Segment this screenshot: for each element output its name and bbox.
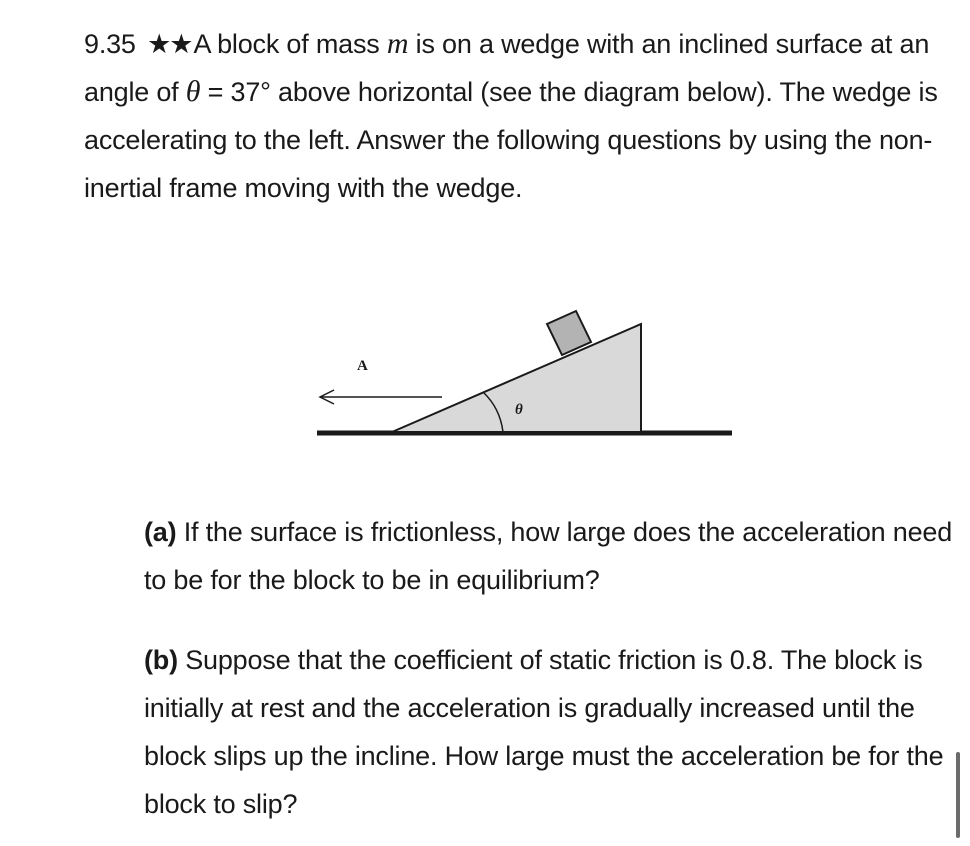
part-a-label: (a) xyxy=(144,517,177,547)
problem-text-middle1: is on a wedge with an inclined surface at an angle of xyxy=(84,29,930,107)
question-part-b xyxy=(144,636,954,828)
vertical-scrollbar[interactable] xyxy=(956,752,960,838)
problem-number: 9.35 xyxy=(84,29,136,59)
problem-statement xyxy=(84,20,944,212)
part-b-label: (b) xyxy=(144,645,178,675)
part-a-text: If the surface is frictionless, how large does the acceleration need to be for the block to be in equilibrium? xyxy=(144,517,953,595)
wedge-diagram xyxy=(300,300,750,450)
difficulty-stars-icon: ★★ xyxy=(147,29,192,59)
mass-symbol: m xyxy=(386,27,409,60)
acceleration-label: A xyxy=(357,358,368,374)
part-b-text: Suppose that the coefficient of static friction is 0.8. The block is initially at rest and the acceleration is gradually increased until the block slips up the incline. How large must the acceleration be for the block to slip? xyxy=(144,645,944,819)
angle-label: θ xyxy=(515,402,523,418)
problem-text-middle2: = 37° above horizontal (see the diagram below). The wedge is accelerating to the left. Answer the following questions by using the non-inertial frame moving with the wedge. xyxy=(84,77,938,203)
question-part-a xyxy=(144,508,954,604)
theta-symbol: θ xyxy=(185,75,201,108)
problem-text-lead: A block of mass xyxy=(193,29,387,59)
